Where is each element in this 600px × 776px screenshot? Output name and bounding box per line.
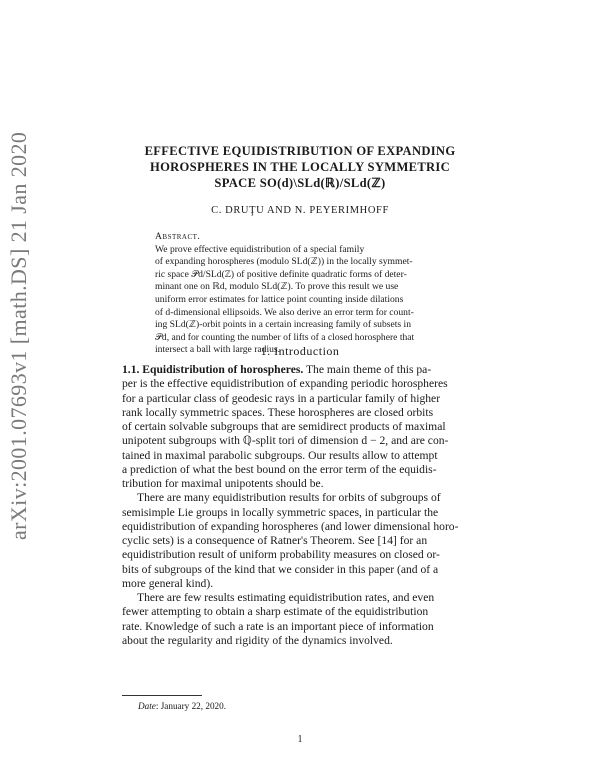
- abstract-line: ric space 𝒫d/SLd(ℤ) of positive definite quadratic forms of deter-: [155, 268, 407, 280]
- body-line-text: The main theme of this pa-: [303, 363, 432, 376]
- subsection-heading: 1.1. Equidistribution of horospheres.: [122, 363, 304, 376]
- abstract-line: of d-dimensional ellipsoids. We also derive an error term for count-: [155, 306, 414, 318]
- page-number: 1: [297, 734, 303, 745]
- body-line: unipotent subgroups with ℚ-split tori of dimension d − 2, and are con-: [122, 434, 449, 448]
- title-line-1: EFFECTIVE EQUIDISTRIBUTION OF EXPANDING: [144, 144, 456, 158]
- paper-authors: C. DRUŢU AND N. PEYERIMHOFF: [211, 205, 389, 216]
- paper-title: [120, 143, 480, 192]
- footnote-label: Date: [138, 701, 156, 711]
- body-line: There are many equidistribution results for orbits of subgroups of: [137, 491, 441, 505]
- date-footnote: [138, 701, 226, 711]
- body-line: tribution for maximal unipotents should be.: [122, 477, 324, 490]
- abstract-line: minant one on ℝd, modulo SLd(ℤ). To prove this result we use: [155, 281, 399, 293]
- abstract-line: 𝒫d, and for counting the number of lifts of a closed horosphere that: [155, 331, 415, 343]
- title-line-3: SPACE SO(d)\SLd(ℝ)/SLd(ℤ): [214, 176, 386, 191]
- body-line: bits of subgroups of the kind that we consider in this paper (and of a: [122, 562, 439, 576]
- abstract-line: uniform error estimates for lattice point counting inside dilations: [155, 293, 404, 305]
- body-line: There are few results estimating equidistribution rates, and even: [137, 591, 435, 604]
- body-line: equidistribution result of uniform probability measures on closed or-: [122, 548, 440, 562]
- body-line: for a particular class of geodesic rays in a particular family of higher: [122, 391, 441, 405]
- abstract-label: Abstract.: [155, 231, 201, 242]
- body-line: about the regularity and rigidity of the dynamics involved.: [122, 633, 393, 647]
- body-line: a prediction of what the best bound on the error term of the equidis-: [122, 462, 437, 476]
- abstract-line: intersect a ball with large radius.: [155, 344, 281, 356]
- abstract-line: ing SLd(ℤ)-orbit points in a certain increasing family of subsets in: [155, 319, 411, 331]
- body-line: more general kind).: [122, 576, 214, 590]
- abstract-line: of expanding horospheres (modulo SLd(ℤ)) in the locally symmet-: [155, 256, 413, 268]
- body-line: semisimple Lie groups in locally symmetric spaces, in particular the: [122, 505, 439, 519]
- body-line: rank locally symmetric spaces. These horospheres are closed orbits: [122, 405, 434, 419]
- body-line: cyclic sets) is a consequence of Ratner's Theorem. See [14] for an: [122, 534, 428, 547]
- footnote-rule: [122, 695, 202, 696]
- abstract-line-text: We prove effective equidistribution of a special family: [155, 243, 365, 255]
- abstract-line: [155, 231, 445, 256]
- arxiv-identifier-stamp: arXiv:2001.07693v1 [math.DS] 21 Jan 2020: [6, 131, 31, 540]
- body-line: fewer attempting to obtain a sharp estimate of the equidistribution: [122, 605, 429, 619]
- section-heading: 1. Introduction: [260, 344, 340, 358]
- body-text: [122, 363, 482, 648]
- title-line-2: HOROSPHERES IN THE LOCALLY SYMMETRIC: [149, 160, 451, 175]
- body-line: rate. Knowledge of such a rate is an important piece of information: [122, 619, 434, 633]
- body-line: tained in maximal parabolic subgroups. Our results allow to attempt: [122, 448, 438, 462]
- abstract: [155, 231, 445, 357]
- body-line: of certain solvable subgroups that are semidirect products of maximal: [122, 420, 446, 433]
- body-line: equidistribution of expanding horospheres (and lower dimensional horo-: [122, 519, 459, 533]
- body-line: per is the effective equidistribution of expanding periodic horospheres: [122, 377, 448, 391]
- footnote-text: : January 22, 2020.: [155, 701, 227, 711]
- body-line: [122, 363, 482, 377]
